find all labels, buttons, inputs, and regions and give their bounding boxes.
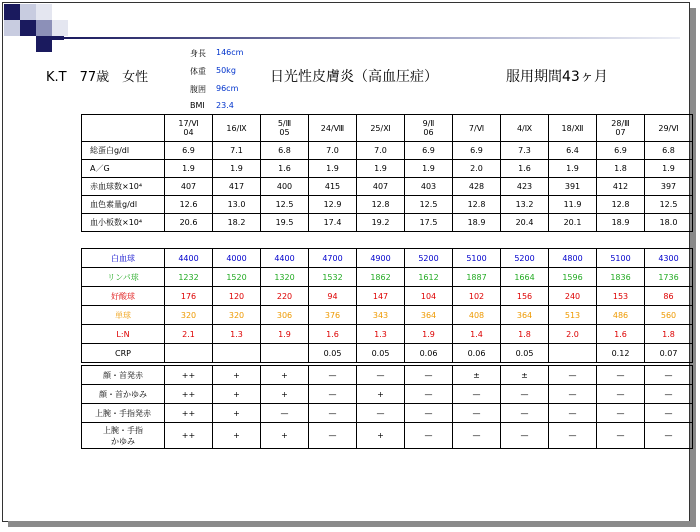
medication-duration: 服用期間43ヶ月 bbox=[506, 69, 608, 85]
value-cell: 1.6 bbox=[501, 160, 549, 178]
value-cell: 18.0 bbox=[645, 214, 693, 232]
value-cell: 560 bbox=[645, 306, 693, 325]
table-blood-chemistry bbox=[81, 114, 693, 232]
value-cell: 1.9 bbox=[357, 160, 405, 178]
row-label: 単球 bbox=[82, 306, 165, 325]
value-cell: 1.3 bbox=[357, 325, 405, 344]
value-cell: 306 bbox=[261, 306, 309, 325]
value-cell: 320 bbox=[213, 306, 261, 325]
value-cell: 5200 bbox=[405, 249, 453, 268]
value-cell: 12.8 bbox=[597, 196, 645, 214]
value-cell: — bbox=[357, 366, 405, 385]
value-cell: 400 bbox=[261, 178, 309, 196]
value-cell: 0.06 bbox=[405, 344, 453, 363]
value-cell: 17.4 bbox=[309, 214, 357, 232]
value-cell: 1596 bbox=[549, 268, 597, 287]
value-cell: 513 bbox=[549, 306, 597, 325]
value-cell: 408 bbox=[453, 306, 501, 325]
table-row bbox=[82, 325, 693, 344]
value-cell: 1.9 bbox=[549, 160, 597, 178]
value-cell: — bbox=[645, 423, 693, 449]
date-day-month: 17/Ⅵ bbox=[178, 119, 199, 128]
value-cell: — bbox=[309, 366, 357, 385]
table-row bbox=[82, 160, 693, 178]
row-label: 顔・首発赤 bbox=[82, 366, 165, 385]
value-cell: 6.4 bbox=[549, 142, 597, 160]
value-cell: 12.6 bbox=[165, 196, 213, 214]
value-cell: 1.6 bbox=[261, 160, 309, 178]
value-cell: — bbox=[405, 404, 453, 423]
value-cell: — bbox=[501, 423, 549, 449]
value-cell: ± bbox=[453, 366, 501, 385]
value-cell: 376 bbox=[309, 306, 357, 325]
value-cell: 1.9 bbox=[213, 160, 261, 178]
value-cell: 1.4 bbox=[453, 325, 501, 344]
value-cell: 0.06 bbox=[453, 344, 501, 363]
date-header-cell bbox=[357, 115, 405, 142]
value-cell: 20.6 bbox=[165, 214, 213, 232]
date-year: 04 bbox=[183, 128, 194, 137]
table-row bbox=[82, 366, 693, 385]
value-cell: 1862 bbox=[357, 268, 405, 287]
value-cell: 1320 bbox=[261, 268, 309, 287]
value-cell: 0.05 bbox=[501, 344, 549, 363]
row-label: 好酸球 bbox=[82, 287, 165, 306]
value-cell: 1.9 bbox=[645, 160, 693, 178]
table-white-cell-counts bbox=[81, 248, 693, 363]
value-cell: 391 bbox=[549, 178, 597, 196]
value-cell: 0.07 bbox=[645, 344, 693, 363]
value-cell: 11.9 bbox=[549, 196, 597, 214]
value-cell: 18.2 bbox=[213, 214, 261, 232]
date-day-month: 4/Ⅸ bbox=[516, 123, 533, 133]
value-cell: 12.9 bbox=[309, 196, 357, 214]
value-cell: ++ bbox=[165, 385, 213, 404]
value-cell: 12.8 bbox=[453, 196, 501, 214]
value-cell: 7.0 bbox=[309, 142, 357, 160]
date-header-cell bbox=[309, 115, 357, 142]
value-cell: 1887 bbox=[453, 268, 501, 287]
value-cell: 423 bbox=[501, 178, 549, 196]
info-waist: 腹囲 96cm bbox=[190, 84, 239, 94]
date-header-cell bbox=[213, 115, 261, 142]
date-header-cell bbox=[549, 115, 597, 142]
value-cell: — bbox=[597, 385, 645, 404]
date-header-row bbox=[82, 115, 693, 142]
date-header-cell bbox=[405, 115, 453, 142]
date-year: 05 bbox=[279, 128, 290, 137]
table-row bbox=[82, 404, 693, 423]
value-cell: 1.9 bbox=[261, 325, 309, 344]
date-header-cell bbox=[597, 115, 645, 142]
value-cell: 0.05 bbox=[357, 344, 405, 363]
value-cell: 0.12 bbox=[597, 344, 645, 363]
value-cell: 5100 bbox=[597, 249, 645, 268]
table-row bbox=[82, 385, 693, 404]
value-cell: + bbox=[357, 385, 405, 404]
table-skin-symptoms bbox=[81, 365, 693, 449]
value-cell: 412 bbox=[597, 178, 645, 196]
value-cell bbox=[213, 344, 261, 363]
value-cell: 4300 bbox=[645, 249, 693, 268]
value-cell: 1.3 bbox=[213, 325, 261, 344]
value-cell: — bbox=[405, 366, 453, 385]
value-cell: — bbox=[597, 366, 645, 385]
value-cell: ++ bbox=[165, 404, 213, 423]
value-cell: 102 bbox=[453, 287, 501, 306]
value-cell: 12.8 bbox=[357, 196, 405, 214]
info-weight: 体重 50kg bbox=[190, 66, 236, 76]
date-header-cell bbox=[501, 115, 549, 142]
value-cell: 6.9 bbox=[453, 142, 501, 160]
diagnosis-title: 日光性皮膚炎（高血圧症） bbox=[270, 69, 438, 85]
value-cell: 4400 bbox=[261, 249, 309, 268]
slide-shadow-bottom bbox=[8, 521, 696, 527]
date-day-month: 9/Ⅱ bbox=[422, 119, 435, 128]
date-day-month: 25/Ⅺ bbox=[370, 123, 391, 133]
value-cell: + bbox=[261, 366, 309, 385]
value-cell: 407 bbox=[357, 178, 405, 196]
row-label: CRP bbox=[82, 344, 165, 363]
value-cell: — bbox=[645, 385, 693, 404]
value-cell: 86 bbox=[645, 287, 693, 306]
value-cell: 1232 bbox=[165, 268, 213, 287]
value-cell: 7.1 bbox=[213, 142, 261, 160]
value-cell: 6.9 bbox=[165, 142, 213, 160]
table-row bbox=[82, 344, 693, 363]
table-row bbox=[82, 196, 693, 214]
value-cell: 320 bbox=[165, 306, 213, 325]
value-cell: — bbox=[357, 404, 405, 423]
value-cell: ++ bbox=[165, 366, 213, 385]
value-cell: 12.5 bbox=[261, 196, 309, 214]
value-cell: — bbox=[597, 404, 645, 423]
value-cell: 4800 bbox=[549, 249, 597, 268]
header-corner bbox=[82, 115, 165, 142]
value-cell: 12.5 bbox=[645, 196, 693, 214]
value-cell: 240 bbox=[549, 287, 597, 306]
patient-summary: K.T 77歳 女性 bbox=[46, 70, 149, 85]
value-cell: 13.0 bbox=[213, 196, 261, 214]
value-cell: — bbox=[405, 385, 453, 404]
value-cell: — bbox=[309, 423, 357, 449]
date-day-month: 5/Ⅲ bbox=[277, 119, 292, 128]
value-cell: 415 bbox=[309, 178, 357, 196]
value-cell: 4400 bbox=[165, 249, 213, 268]
value-cell: 1.9 bbox=[405, 160, 453, 178]
row-label: 上腕・手指かゆみ bbox=[82, 423, 165, 449]
value-cell: 6.8 bbox=[645, 142, 693, 160]
value-cell: + bbox=[213, 404, 261, 423]
table-row bbox=[82, 423, 693, 449]
value-cell: 486 bbox=[597, 306, 645, 325]
value-cell: 2.0 bbox=[549, 325, 597, 344]
value-cell: + bbox=[213, 385, 261, 404]
value-cell: + bbox=[213, 423, 261, 449]
value-cell: — bbox=[549, 385, 597, 404]
value-cell: ± bbox=[501, 366, 549, 385]
value-cell: 1.9 bbox=[405, 325, 453, 344]
value-cell: 6.9 bbox=[597, 142, 645, 160]
value-cell: ++ bbox=[165, 423, 213, 449]
row-label: 上腕・手指発赤 bbox=[82, 404, 165, 423]
value-cell: 5200 bbox=[501, 249, 549, 268]
row-label: L:N bbox=[82, 325, 165, 344]
value-cell: 1664 bbox=[501, 268, 549, 287]
value-cell: 1836 bbox=[597, 268, 645, 287]
value-cell: + bbox=[261, 385, 309, 404]
value-cell: — bbox=[405, 423, 453, 449]
value-cell bbox=[261, 344, 309, 363]
value-cell: 1.8 bbox=[501, 325, 549, 344]
value-cell: — bbox=[597, 423, 645, 449]
value-cell: 1.8 bbox=[645, 325, 693, 344]
date-day-month: 18/Ⅻ bbox=[561, 123, 584, 133]
value-cell: + bbox=[261, 423, 309, 449]
value-cell: 417 bbox=[213, 178, 261, 196]
value-cell: — bbox=[309, 385, 357, 404]
value-cell: 1.9 bbox=[165, 160, 213, 178]
value-cell: 1520 bbox=[213, 268, 261, 287]
value-cell: 220 bbox=[261, 287, 309, 306]
date-day-month: 7/Ⅵ bbox=[468, 123, 485, 133]
value-cell: — bbox=[453, 404, 501, 423]
date-header-cell bbox=[261, 115, 309, 142]
date-header-cell bbox=[645, 115, 693, 142]
value-cell: 1.9 bbox=[309, 160, 357, 178]
row-label: 総蛋白g/dl bbox=[82, 142, 165, 160]
table-row bbox=[82, 268, 693, 287]
value-cell: — bbox=[645, 366, 693, 385]
row-label: 赤血球数×10⁴ bbox=[82, 178, 165, 196]
value-cell: 20.1 bbox=[549, 214, 597, 232]
date-day-month: 16/Ⅸ bbox=[226, 123, 247, 133]
value-cell: 1.8 bbox=[597, 160, 645, 178]
table-row bbox=[82, 178, 693, 196]
value-cell: 364 bbox=[501, 306, 549, 325]
value-cell: — bbox=[549, 404, 597, 423]
value-cell: 19.5 bbox=[261, 214, 309, 232]
value-cell: 1532 bbox=[309, 268, 357, 287]
date-day-month: 28/Ⅲ bbox=[611, 119, 630, 128]
value-cell bbox=[549, 344, 597, 363]
value-cell: 7.0 bbox=[357, 142, 405, 160]
date-day-month: 24/Ⅷ bbox=[320, 123, 345, 133]
value-cell: 1.6 bbox=[309, 325, 357, 344]
value-cell: 428 bbox=[453, 178, 501, 196]
value-cell: 6.8 bbox=[261, 142, 309, 160]
date-header-cell bbox=[165, 115, 213, 142]
value-cell: — bbox=[453, 385, 501, 404]
value-cell: 5100 bbox=[453, 249, 501, 268]
value-cell: 4000 bbox=[213, 249, 261, 268]
value-cell: 12.5 bbox=[405, 196, 453, 214]
table-row bbox=[82, 142, 693, 160]
value-cell: 20.4 bbox=[501, 214, 549, 232]
table-row bbox=[82, 306, 693, 325]
value-cell: 343 bbox=[357, 306, 405, 325]
value-cell: 2.1 bbox=[165, 325, 213, 344]
value-cell: 7.3 bbox=[501, 142, 549, 160]
value-cell bbox=[165, 344, 213, 363]
value-cell: — bbox=[453, 423, 501, 449]
value-cell: 4700 bbox=[309, 249, 357, 268]
value-cell: 0.05 bbox=[309, 344, 357, 363]
info-height: 身長 146cm bbox=[190, 48, 244, 58]
value-cell: — bbox=[645, 404, 693, 423]
value-cell: 18.9 bbox=[453, 214, 501, 232]
value-cell: 6.9 bbox=[405, 142, 453, 160]
row-label: 顔・首かゆみ bbox=[82, 385, 165, 404]
table-row bbox=[82, 249, 693, 268]
row-label: A／G bbox=[82, 160, 165, 178]
value-cell: 147 bbox=[357, 287, 405, 306]
value-cell: 156 bbox=[501, 287, 549, 306]
value-cell: 403 bbox=[405, 178, 453, 196]
value-cell: 153 bbox=[597, 287, 645, 306]
value-cell: 407 bbox=[165, 178, 213, 196]
value-cell: 19.2 bbox=[357, 214, 405, 232]
value-cell: — bbox=[501, 404, 549, 423]
table-row bbox=[82, 287, 693, 306]
table-row bbox=[82, 214, 693, 232]
value-cell: — bbox=[309, 404, 357, 423]
value-cell: 4900 bbox=[357, 249, 405, 268]
value-cell: + bbox=[357, 423, 405, 449]
info-bmi: BMI 23.4 bbox=[190, 101, 234, 110]
value-cell: 2.0 bbox=[453, 160, 501, 178]
value-cell: 94 bbox=[309, 287, 357, 306]
value-cell: — bbox=[501, 385, 549, 404]
value-cell: + bbox=[213, 366, 261, 385]
row-label: 血小板数×10⁴ bbox=[82, 214, 165, 232]
value-cell: — bbox=[549, 366, 597, 385]
value-cell: 13.2 bbox=[501, 196, 549, 214]
value-cell: 397 bbox=[645, 178, 693, 196]
value-cell: 1612 bbox=[405, 268, 453, 287]
value-cell: 1736 bbox=[645, 268, 693, 287]
date-day-month: 29/Ⅵ bbox=[658, 123, 679, 133]
value-cell: 120 bbox=[213, 287, 261, 306]
date-year: 06 bbox=[423, 128, 434, 137]
date-header-cell bbox=[453, 115, 501, 142]
value-cell: 17.5 bbox=[405, 214, 453, 232]
date-year: 07 bbox=[615, 128, 626, 137]
value-cell: — bbox=[261, 404, 309, 423]
value-cell: 176 bbox=[165, 287, 213, 306]
value-cell: 1.6 bbox=[597, 325, 645, 344]
value-cell: 364 bbox=[405, 306, 453, 325]
value-cell: 18.9 bbox=[597, 214, 645, 232]
row-label: 血色素量g/dl bbox=[82, 196, 165, 214]
value-cell: — bbox=[549, 423, 597, 449]
row-label: リンパ球 bbox=[82, 268, 165, 287]
value-cell: 104 bbox=[405, 287, 453, 306]
row-label: 白血球 bbox=[82, 249, 165, 268]
